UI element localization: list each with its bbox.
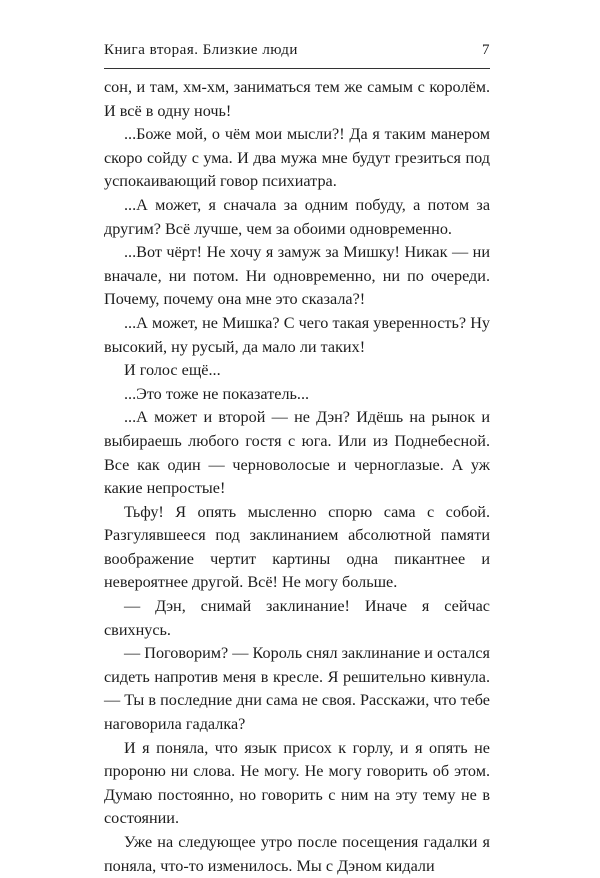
paragraph: И голос ещё... [124,361,221,380]
paragraph: ...Боже мой, о чём мои мысли?! Да я таким манером скоро сойду с ума. И два мужа мне будут грезиться под успокаивающий говор психиатра. [104,125,490,191]
paragraph: — Поговорим? — Король снял заклинание и остался сидеть напротив меня в кресле. Я решительно кивнула. — Ты в последние дни сама не своя. Расскажи, что тебе наговорила гадалка? [104,644,490,734]
body-text [104,76,490,878]
running-header [104,42,490,64]
paragraph: ...Вот чёрт! Не хочу я замуж за Мишку! Никак — ни вначале, ни потом. Ни одновременно, ни по очереди. Почему, почему она мне это сказала?! [104,243,490,309]
paragraph: ...А может, не Мишка? С чего такая уверенность? Ну высокий, ну русый, да мало ли таких! [104,313,490,356]
running-header-title: Книга вторая. Близкие люди [104,42,298,58]
paragraph: ...Это тоже не показатель... [124,384,310,403]
paragraph: Тьфу! Я опять мысленно спорю сама с собой. Разгулявшееся под заклинанием абсолютной памяти воображение чертит картины одна пикантнее и невероятнее другой. Всё! Не могу больше. [104,502,490,592]
page-number: 7 [482,42,490,58]
paragraph: ...А может, я сначала за одним побуду, а потом за другим? Всё лучше, чем за обоими одновременно. [104,195,490,238]
paragraph: И я поняла, что язык присох к горлу, и я опять не пророню ни слова. Не могу. Не могу говорить об этом. Думаю постоянно, но говорить с ним на эту тему не в состоянии. [104,738,490,828]
paragraph: ...А может и второй — не Дэн? Идёшь на рынок и выбираешь любого гостя с юга. Или из Поднебесной. Все как один — черноволосые и черноглазые. А уж какие непростые! [104,408,490,498]
header-rule [104,68,490,69]
paragraph: Уже на следующее утро после посещения гадалки я поняла, что-то изменилось. Мы с Дэном кидали [104,833,490,875]
paragraph: — Дэн, снимай заклинание! Иначе я сейчас свихнусь. [104,597,490,639]
paragraph: сон, и там, хм-хм, заниматься тем же самым с королём. И всё в одну ночь! [104,78,490,120]
